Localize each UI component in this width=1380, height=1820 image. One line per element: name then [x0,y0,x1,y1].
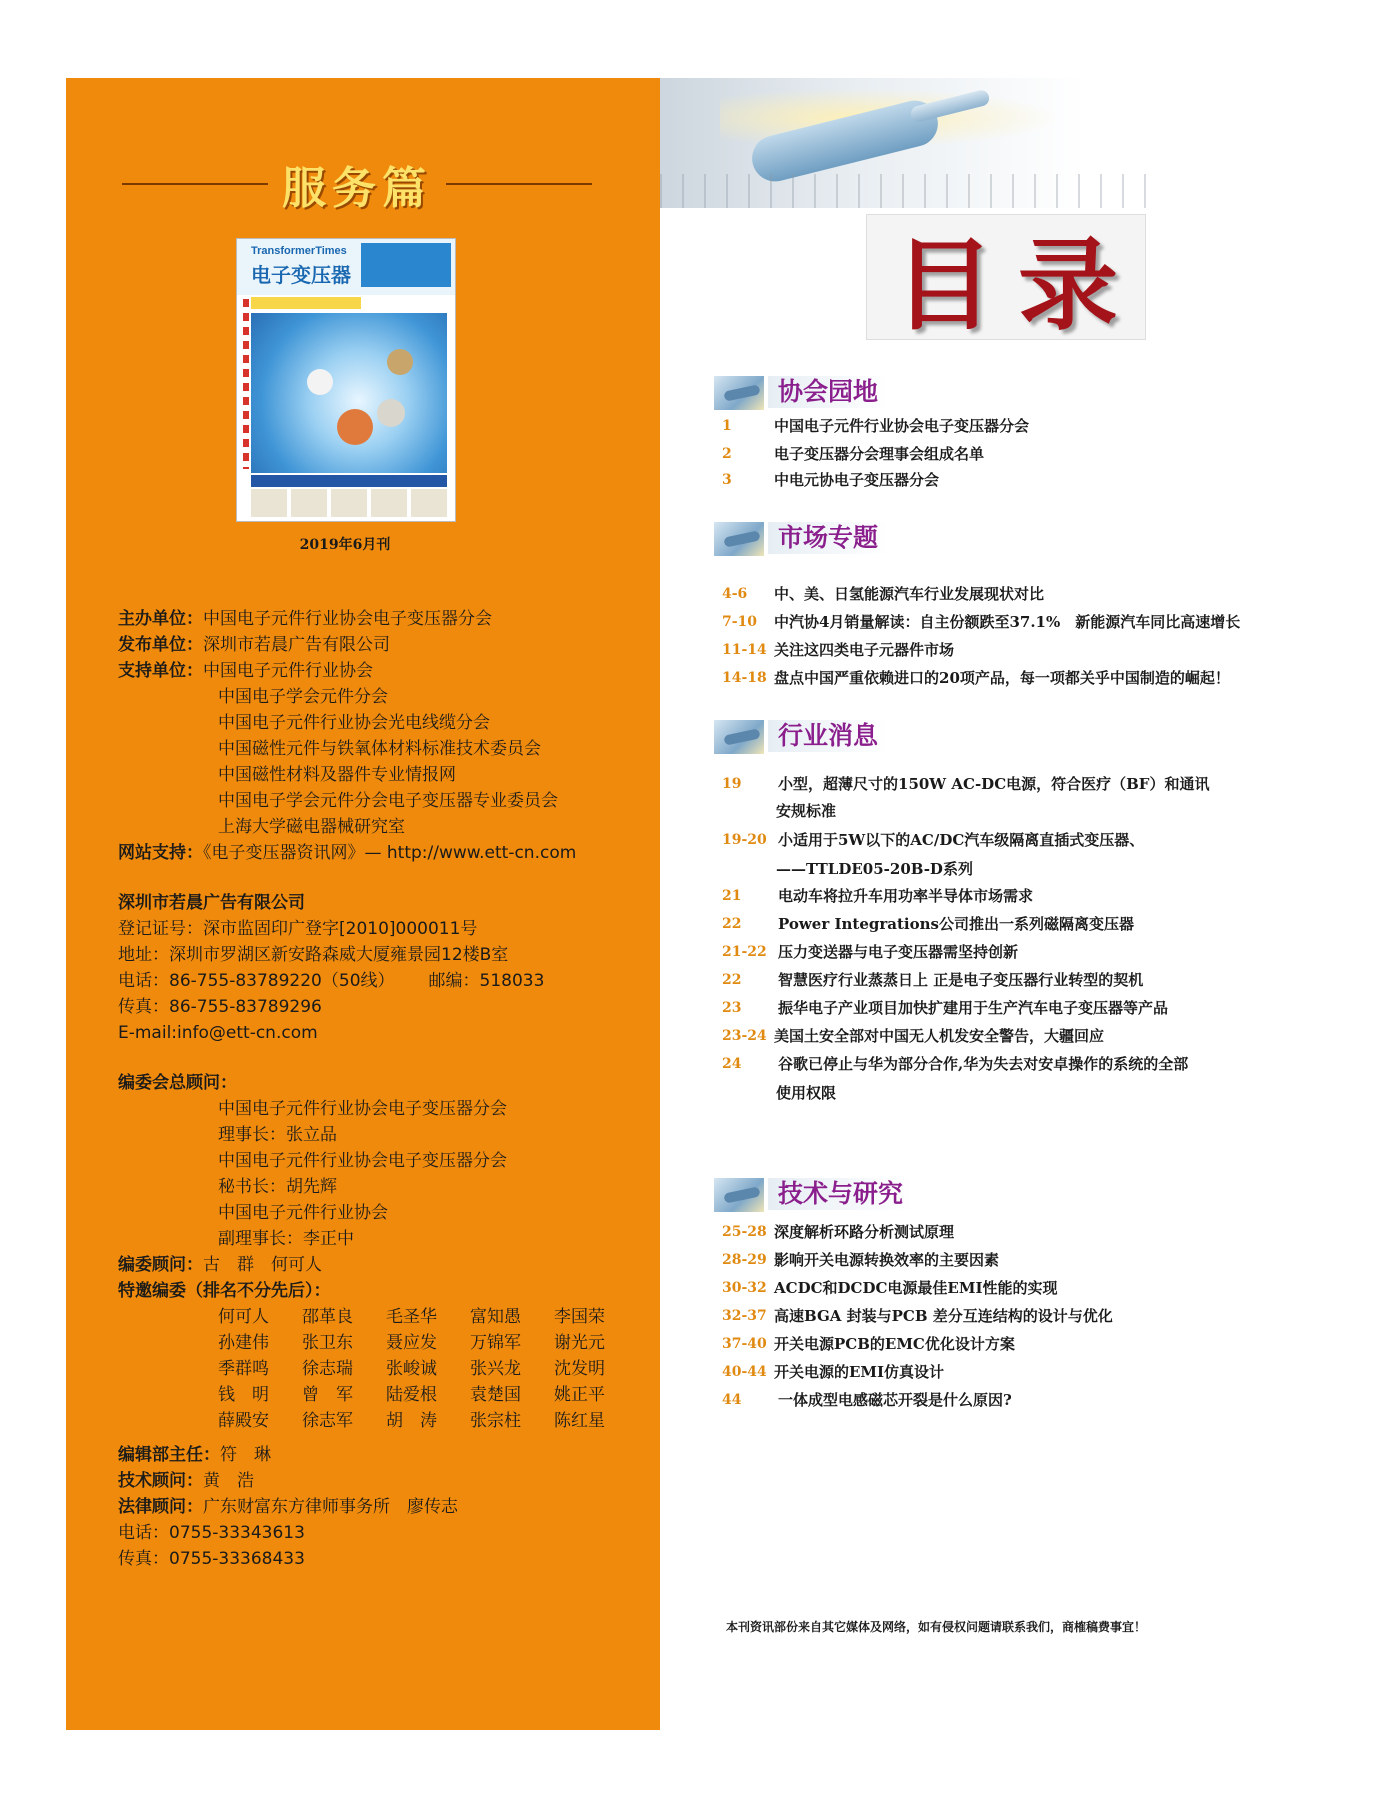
toc-title [866,214,1146,344]
support-item: 中国电子学会元件分会 [218,687,388,707]
pointing-hand-icon [714,522,764,556]
registration-line: 登记证号：深市监固印广登字[2010]000011号 [118,919,478,939]
sponsor-line: 主办单位：中国电子元件行业协会电子变压器分会 [118,609,492,629]
tech-advisor-line: 技术顾问：黄 浩 [118,1471,254,1491]
cover-footer-bar [251,475,447,487]
section-header-industry-news: 行业消息 [714,716,974,760]
special-editors-row: 季群鸣 徐志瑞 张峻诚 张兴龙 沈发明 [218,1359,605,1379]
address-line: 地址：深圳市罗湖区新安路森威大厦雍景园12楼B室 [118,945,509,965]
website-link[interactable]: 《电子变压器资讯网》— http://www.ett-cn.com [203,843,577,863]
support-item: 中国磁性材料及器件专业情报网 [218,765,456,785]
cover-product-strip [251,489,447,517]
phone-line: 电话：86-755-83789220（50线） 邮编：518033 [118,971,545,991]
support-item: 上海大学磁电器械研究室 [218,817,405,837]
section-header-association: 协会园地 [714,372,974,416]
cover-headline-block [361,243,451,287]
fax-line: 传真：86-755-83789296 [118,997,322,1017]
cover-component-ball [307,369,333,395]
copyright-note: 本刊资讯部份来自其它媒体及网络，如有侵权问题请联系我们，商榷稿费事宜！ [726,1620,1147,1634]
section-header-tech-research: 技术与研究 [714,1174,974,1218]
pointing-hand-icon [714,1178,764,1212]
special-editors-row: 何可人 邵革良 毛圣华 富知愚 李国荣 [218,1307,605,1327]
service-section-title [122,156,592,212]
email-line[interactable]: E-mail:info@ett-cn.com [118,1023,318,1043]
cover-component-ball [387,349,413,375]
circuit-pattern [660,174,1160,208]
pointing-hand-icon [714,376,764,410]
fax2-line: 传真：0755-33368433 [118,1549,305,1569]
company-name: 深圳市若晨广告有限公司 [118,893,305,913]
advisor-item: 中国电子元件行业协会电子变压器分会 [218,1099,507,1119]
toc-item-continued: 使用权限 [776,1084,837,1102]
title-rule-left [122,183,268,185]
cover-caption: 2019年6月刊 [299,537,391,553]
advisor-item: 秘书长：胡先辉 [218,1177,337,1197]
special-editors-row: 薛殿安 徐志军 胡 涛 张宗柱 陈红星 [218,1411,605,1431]
cover-main-visual [251,313,447,473]
support-item: 中国磁性元件与铁氧体材料标准技术委员会 [218,739,541,759]
magazine-cover-image [236,238,456,522]
pointing-hand-banner [660,78,1160,208]
special-editors-row: 钱 明 曾 军 陆爱根 袁楚国 姚正平 [218,1385,605,1405]
legal-advisor-line: 法律顾问：广东财富东方律师事务所 廖传志 [118,1497,458,1517]
phone2-line: 电话：0755-33343613 [118,1523,305,1543]
chief-editor-line: 编辑部主任：符 琳 [118,1445,271,1465]
cover-red-sidebar [243,299,249,469]
support-item: 中国电子学会元件分会电子变压器专业委员会 [218,791,558,811]
title-rule-right [446,183,592,185]
advisor-item: 中国电子元件行业协会 [218,1203,388,1223]
toc-title-text: 目录 [894,226,1142,344]
cover-brand-cn: 电子变压器 [251,265,351,287]
pointing-hand-icon [714,720,764,754]
website-line: 网站支持：《电子变压器资讯网》— http://www.ett-cn.com [118,843,577,863]
publisher-line: 发布单位：深圳市若晨广告有限公司 [118,635,390,655]
section-header-market: 市场专题 [714,518,974,562]
cover-brand-en: TransformerTimes [251,245,347,257]
advisor-item: 理事长：张立品 [218,1125,337,1145]
cover-component-ball [337,409,373,445]
special-editors-row: 孙建伟 张卫东 聂应发 万锦军 谢光元 [218,1333,605,1353]
toc-item-continued: 安规标准 [776,802,837,820]
support-line: 支持单位：中国电子元件行业协会 [118,661,373,681]
cover-component-ball [377,399,405,427]
advisor-item: 中国电子元件行业协会电子变压器分会 [218,1151,507,1171]
cover-yellow-band [251,297,361,309]
advisor-item: 副理事长：李正中 [218,1229,354,1249]
editorial-advisor-line: 编委顾问：古 群 何可人 [118,1255,322,1275]
service-title-text: 服务篇 [282,163,432,214]
special-editors-label: 特邀编委（排名不分先后）： [118,1281,331,1301]
advisor-label: 编委会总顾问： [118,1073,237,1093]
toc-item-continued: ——TTLDE05-20B-D系列 [776,860,973,878]
support-item: 中国电子元件行业协会光电线缆分会 [218,713,490,733]
service-panel [66,78,660,1730]
